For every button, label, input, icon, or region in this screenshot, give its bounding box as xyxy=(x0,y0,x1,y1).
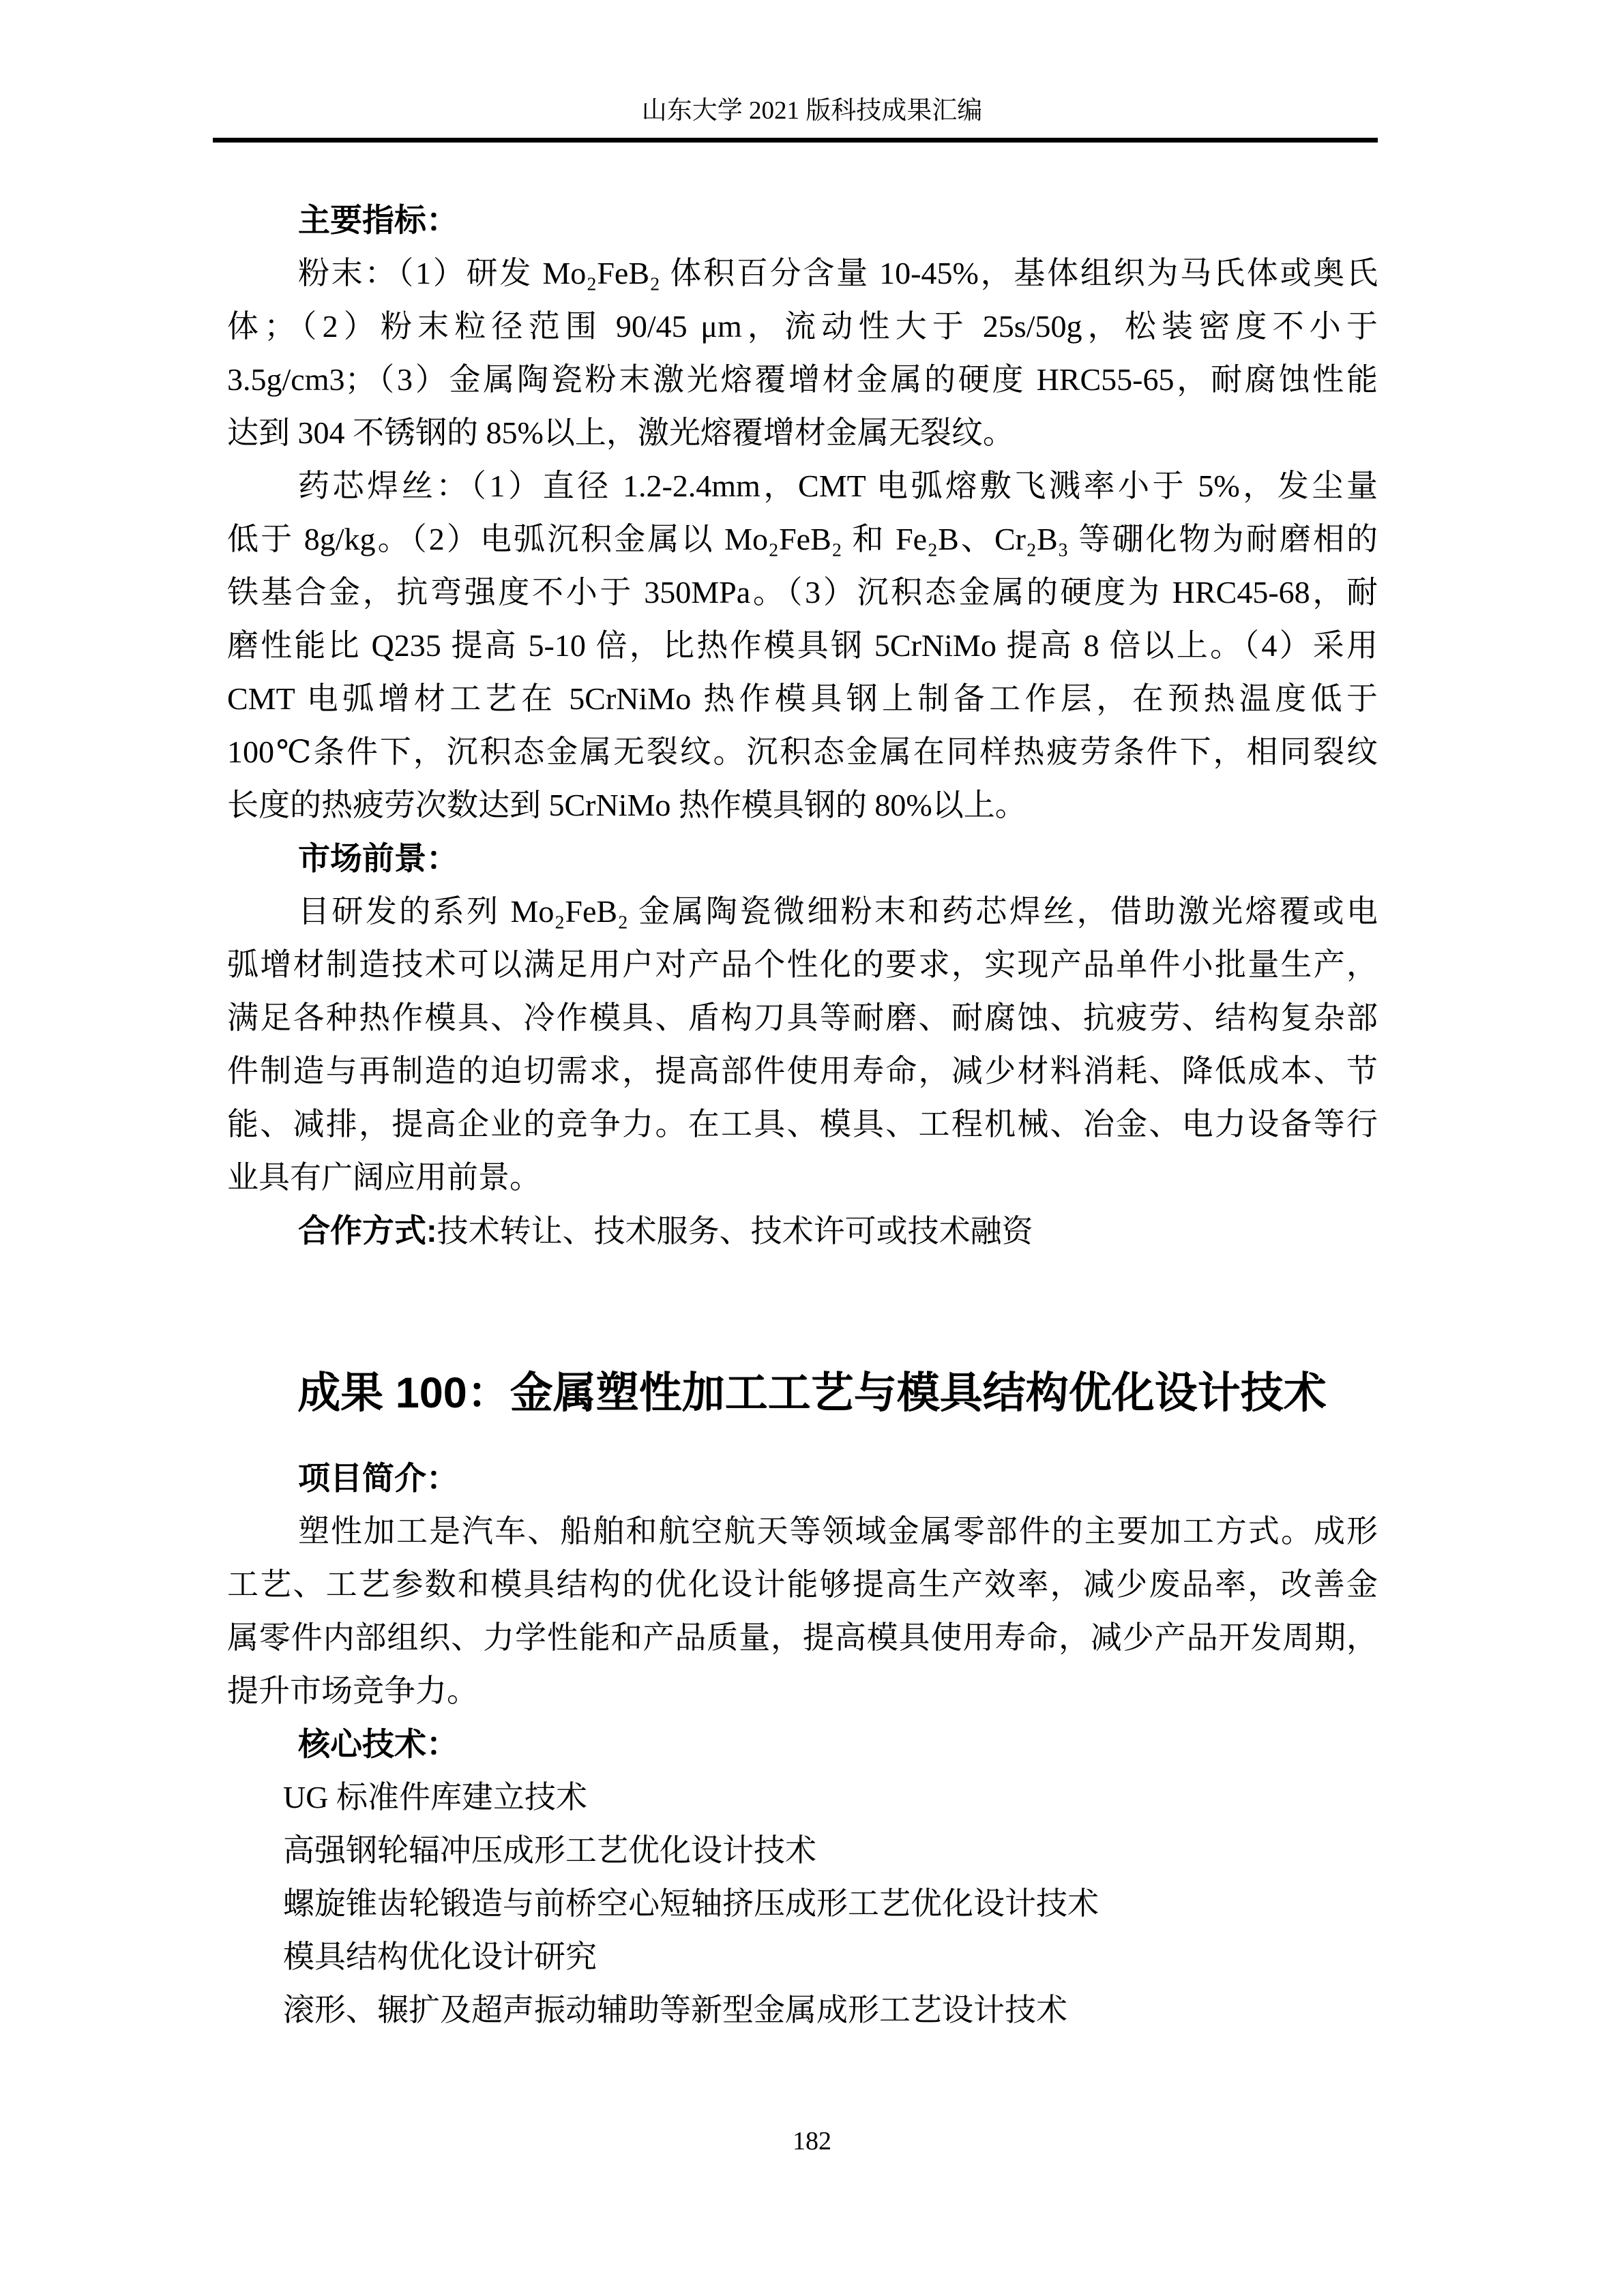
core-heading: 核心技术： xyxy=(298,1726,458,1762)
core-item-5: 滚形、辗扩及超声振动辅助等新型金属成形工艺设计技术 xyxy=(283,1993,1067,2027)
indicators-heading: 主要指标： xyxy=(298,202,458,238)
market-line-6: 业具有广阔应用前景。 xyxy=(227,1160,541,1195)
wire-line-6: 100℃条件下，沉积态金属无裂纹。沉积态金属在同样热疲劳条件下，相同裂纹 xyxy=(227,734,1378,769)
cooperation-label: 合作方式: xyxy=(298,1212,437,1249)
wire-line-5: CMT 电弧增材工艺在 5CrNiMo 热作模具钢上制备工作层，在预热温度低于 xyxy=(227,681,1378,716)
powder-line-1: 粉末：（1）研发 Mo₂FeB₂ 体积百分含量 10-45%，基体组织为马氏体或奥氏 xyxy=(298,256,1378,290)
market-line-3: 满足各种热作模具、冷作模具、盾构刀具等耐磨、耐腐蚀、抗疲劳、结构复杂部 xyxy=(227,1000,1378,1035)
core-item-4: 模具结构优化设计研究 xyxy=(283,1939,597,1974)
running-header: 山东大学 2021 版科技成果汇编 xyxy=(641,97,983,125)
wire-line-4: 磨性能比 Q235 提高 5-10 倍，比热作模具钢 5CrNiMo 提高 8 倍以上。（4）采用 xyxy=(227,628,1378,663)
wire-line-7: 长度的热疲劳次数达到 5CrNiMo 热作模具钢的 80%以上。 xyxy=(227,788,1027,822)
wire-line-3: 铁基合金，抗弯强度不小于 350MPa。（3）沉积态金属的硬度为 HRC45-68，耐 xyxy=(227,575,1378,610)
intro-line-1: 塑性加工是汽车、船舶和航空航天等领域金属零部件的主要加工方式。成形 xyxy=(298,1514,1378,1549)
market-line-4: 件制造与再制造的迫切需求，提高部件使用寿命，减少材料消耗、降低成本、节 xyxy=(227,1054,1378,1088)
intro-line-2: 工艺、工艺参数和模具结构的优化设计能够提高生产效率，减少废品率，改善金 xyxy=(227,1567,1378,1602)
market-line-5: 能、减排，提高企业的竞争力。在工具、模具、工程机械、冶金、电力设备等行 xyxy=(227,1107,1378,1142)
powder-line-2: 体；（2）粉末粒径范围 90/45 μm，流动性大于 25s/50g，松装密度不小于 xyxy=(227,309,1378,344)
intro-heading: 项目简介： xyxy=(298,1460,458,1496)
core-item-3: 螺旋锥齿轮锻造与前桥空心短轴挤压成形工艺优化设计技术 xyxy=(283,1886,1099,1921)
achievement-title: 成果 100：金属塑性加工工艺与模具结构优化设计技术 xyxy=(297,1369,1327,1417)
powder-line-4: 达到 304 不锈钢的 85%以上，激光熔覆增材金属无裂纹。 xyxy=(227,415,1014,450)
page-number: 182 xyxy=(793,2127,831,2156)
intro-line-3: 属零件内部组织、力学性能和产品质量，提高模具使用寿命，减少产品开发周期， xyxy=(227,1620,1378,1655)
wire-line-2: 低于 8g/kg。（2）电弧沉积金属以 Mo₂FeB₂ 和 Fe₂B、Cr₂B₃ 等硼化物为耐磨相的 xyxy=(227,522,1378,556)
market-line-2: 弧增材制造技术可以满足用户对产品个性化的要求，实现产品单件小批量生产， xyxy=(227,947,1378,982)
powder-line-3: 3.5g/cm3；（3）金属陶瓷粉末激光熔覆增材金属的硬度 HRC55-65，耐腐蚀性能 xyxy=(227,362,1378,397)
intro-line-4: 提升市场竞争力。 xyxy=(227,1673,478,1708)
cooperation-line xyxy=(227,1204,1378,1257)
core-item-2: 高强钢轮辐冲压成形工艺优化设计技术 xyxy=(283,1833,816,1868)
market-line-1: 目研发的系列 Mo₂FeB₂ 金属陶瓷微细粉末和药芯焊丝，借助激光熔覆或电 xyxy=(298,894,1378,929)
market-heading: 市场前景： xyxy=(298,840,458,876)
header-rule xyxy=(213,138,1378,143)
cooperation-text: 技术转让、技术服务、技术许可或技术融资 xyxy=(437,1214,1033,1249)
wire-line-1: 药芯焊丝：（1）直径 1.2-2.4mm，CMT 电弧熔敷飞溅率小于 5%，发尘量 xyxy=(298,468,1378,503)
core-item-1: UG 标准件库建立技术 xyxy=(283,1780,587,1815)
